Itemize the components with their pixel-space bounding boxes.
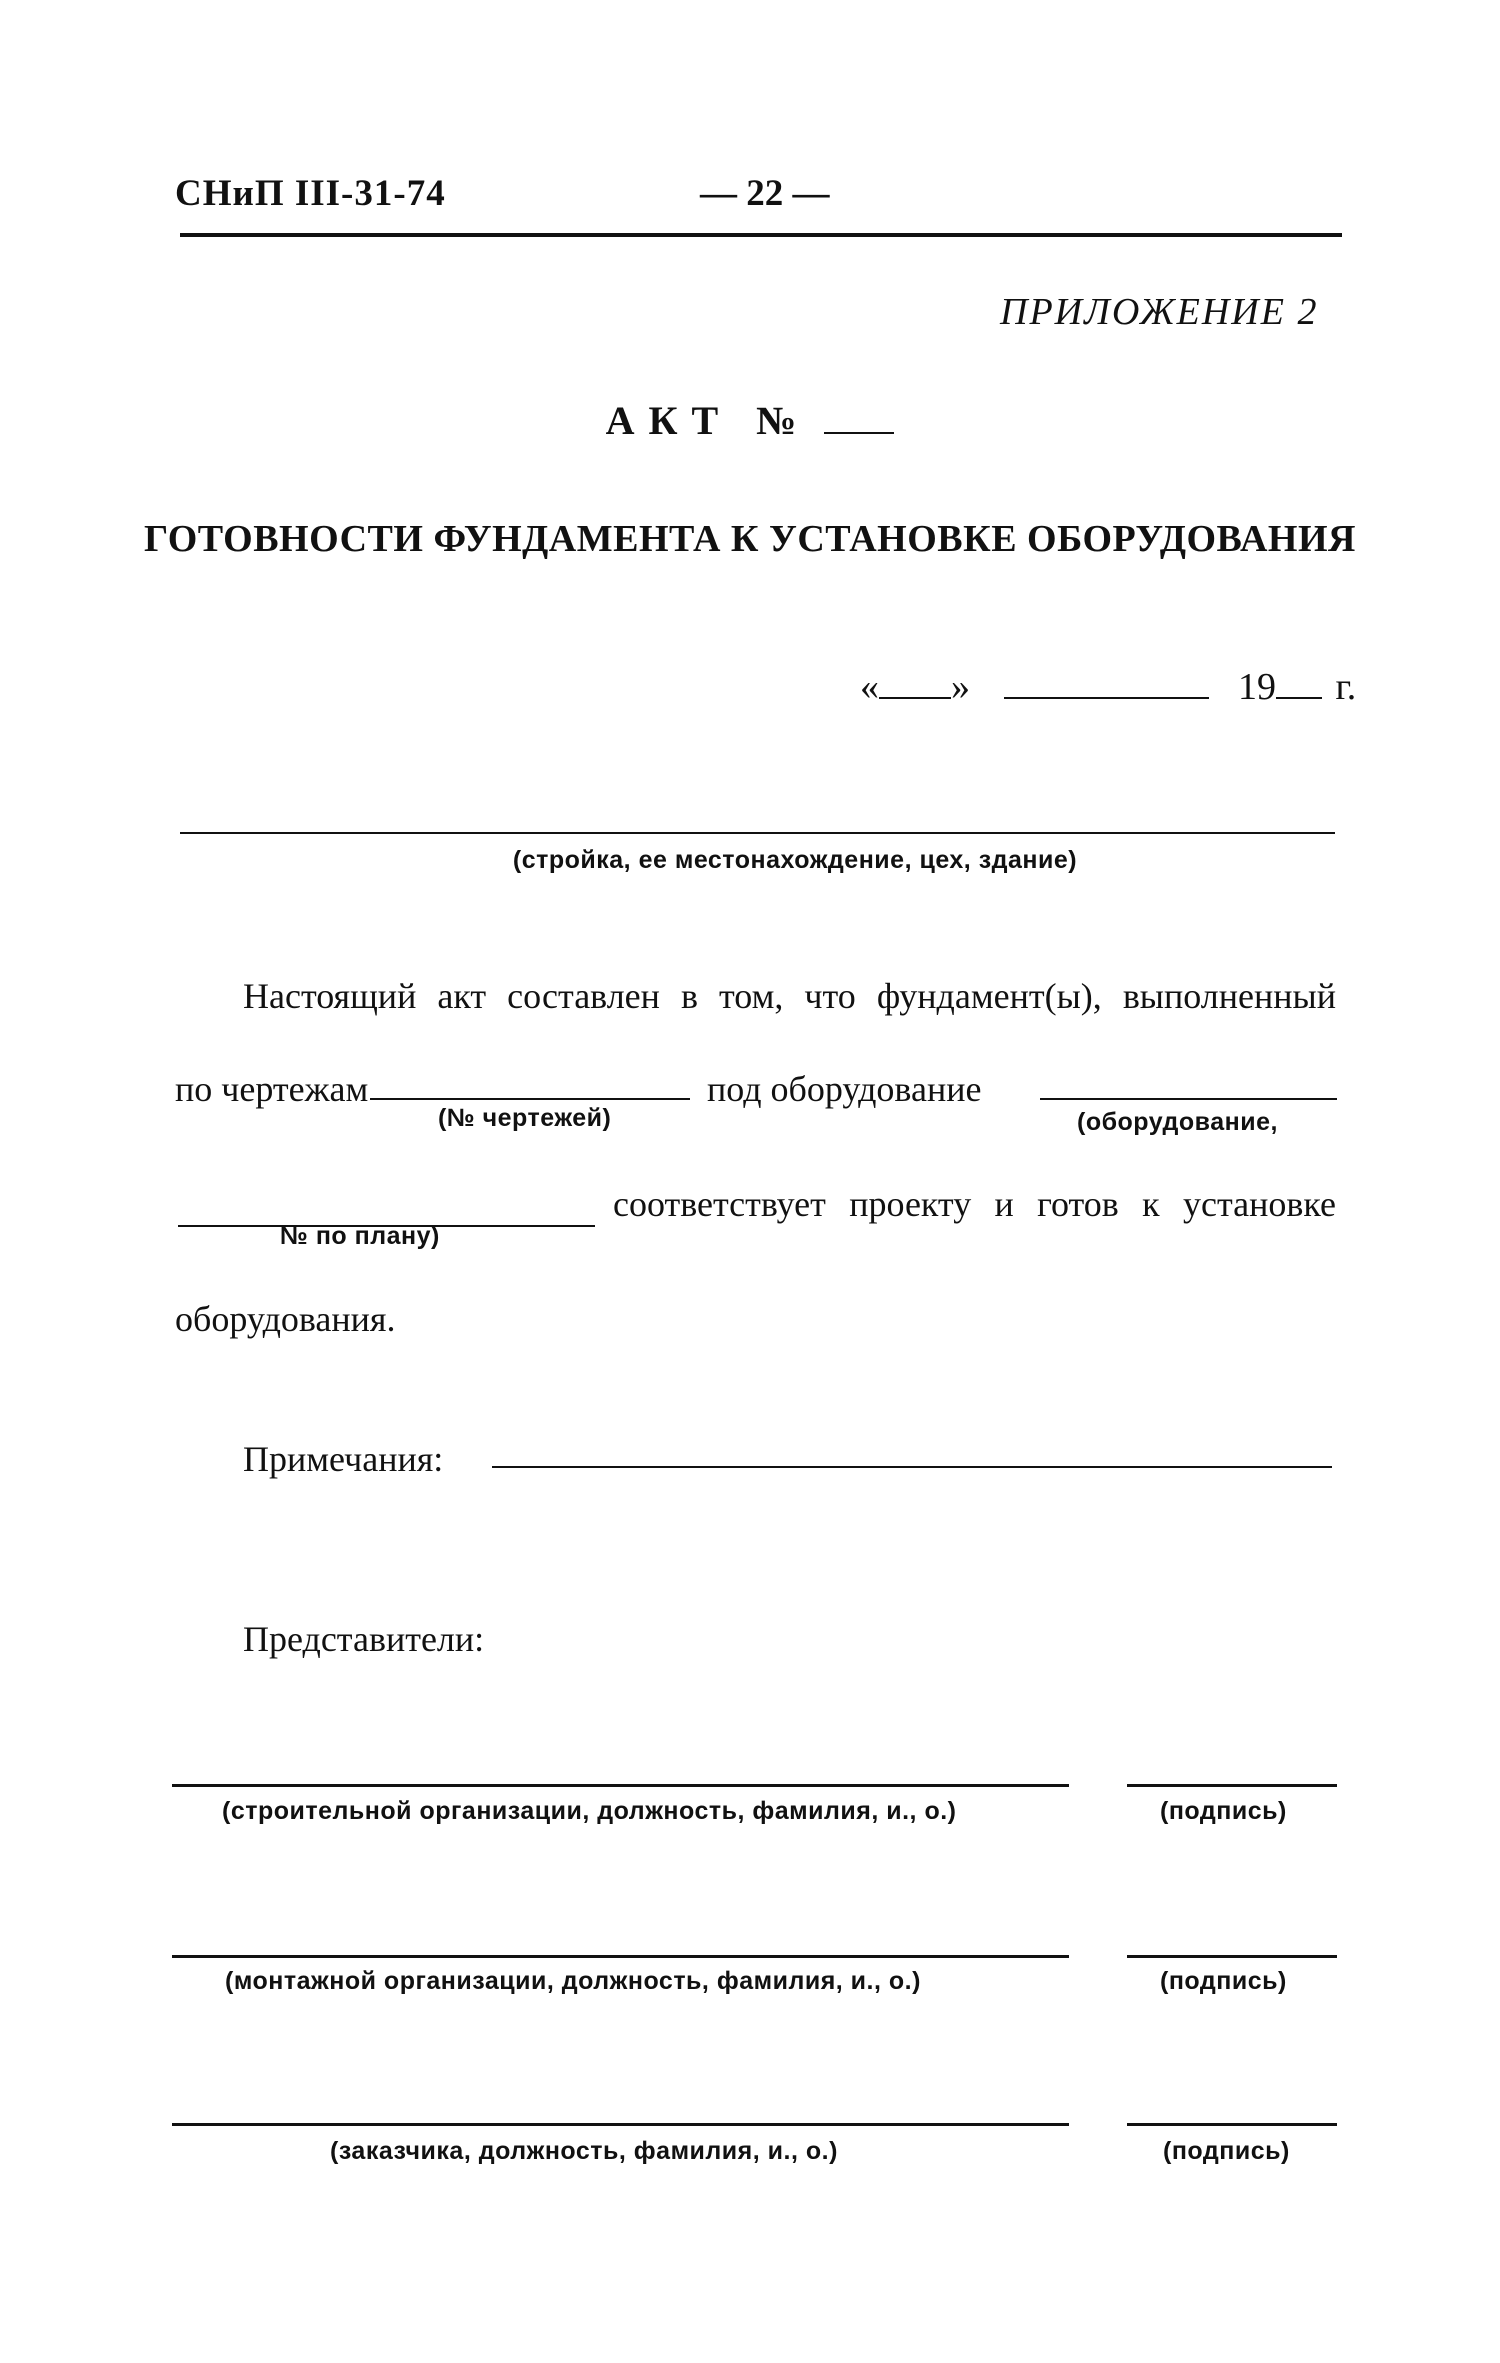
year-suffix: г. xyxy=(1335,666,1357,708)
word: акт xyxy=(437,976,487,1016)
installer-role-caption: (монтажной организации, должность, фамилия, и., о.) xyxy=(225,1967,921,1995)
notes-label: Примечания: xyxy=(243,1439,444,1479)
drawings-number-field[interactable] xyxy=(370,1098,690,1100)
word: что xyxy=(804,976,856,1016)
equipment-caption: (оборудование, xyxy=(1077,1108,1278,1136)
under-equipment-label: под оборудование xyxy=(707,1069,982,1109)
word: фундамент(ы), xyxy=(876,976,1102,1016)
site-caption: (стройка, ее местонахождение, цех, здание) xyxy=(512,846,1078,874)
customer-signature-field[interactable] xyxy=(1127,2123,1337,2126)
drawings-caption: (№ чертежей) xyxy=(438,1104,612,1132)
site-field[interactable] xyxy=(180,832,1335,834)
by-drawings-label: по чертежам xyxy=(175,1069,369,1109)
equipment-field[interactable] xyxy=(1040,1098,1337,1100)
paragraph-line-3 xyxy=(613,1183,1336,1225)
paragraph-line-4: оборудования. xyxy=(175,1299,396,1339)
customer-representative-field[interactable] xyxy=(172,2123,1069,2126)
paragraph-line-1 xyxy=(243,975,1336,1017)
notes-field[interactable] xyxy=(492,1466,1332,1468)
header-rule xyxy=(180,233,1342,237)
builder-signature-field[interactable] xyxy=(1127,1784,1337,1787)
installer-signature-field[interactable] xyxy=(1127,1955,1337,1958)
word: в xyxy=(680,976,698,1016)
word: к xyxy=(1142,1184,1160,1224)
date-line xyxy=(860,665,1356,709)
word: Настоящий xyxy=(243,976,417,1016)
word: проекту xyxy=(849,1184,972,1224)
installer-signature-caption: (подпись) xyxy=(1160,1967,1287,1995)
date-open-quote: « xyxy=(860,666,879,708)
builder-representative-field[interactable] xyxy=(172,1784,1069,1787)
page-number: — 22 — xyxy=(700,173,830,214)
year-field[interactable] xyxy=(1276,671,1322,699)
representatives-label: Представители: xyxy=(243,1619,485,1659)
appendix-label: ПРИЛОЖЕНИЕ 2 xyxy=(1000,291,1319,333)
installer-representative-field[interactable] xyxy=(172,1955,1069,1958)
plan-caption: № по плану) xyxy=(280,1222,440,1250)
act-subtitle: ГОТОВНОСТИ ФУНДАМЕНТА К УСТАНОВКЕ ОБОРУДОВАНИЯ xyxy=(144,518,1356,560)
word: выполненный xyxy=(1122,976,1336,1016)
word: том, xyxy=(719,976,784,1016)
date-close-quote: » xyxy=(951,666,970,708)
year-prefix: 19 xyxy=(1238,666,1276,708)
builder-signature-caption: (подпись) xyxy=(1160,1797,1287,1825)
builder-role-caption: (строительной организации, должность, фамилия, и., о.) xyxy=(222,1797,957,1825)
document-code: СНиП III-31-74 xyxy=(175,173,446,214)
word: готов xyxy=(1037,1184,1119,1224)
word: составлен xyxy=(507,976,660,1016)
act-title xyxy=(0,397,1500,444)
act-title-text: АКТ № xyxy=(605,398,811,443)
word: установке xyxy=(1183,1184,1336,1224)
word: соответствует xyxy=(613,1184,826,1224)
day-field[interactable] xyxy=(879,671,951,699)
month-field[interactable] xyxy=(1004,671,1209,699)
word: и xyxy=(994,1184,1014,1224)
customer-role-caption: (заказчика, должность, фамилия, и., о.) xyxy=(330,2137,838,2165)
act-number-field[interactable] xyxy=(824,404,894,434)
customer-signature-caption: (подпись) xyxy=(1163,2137,1290,2165)
